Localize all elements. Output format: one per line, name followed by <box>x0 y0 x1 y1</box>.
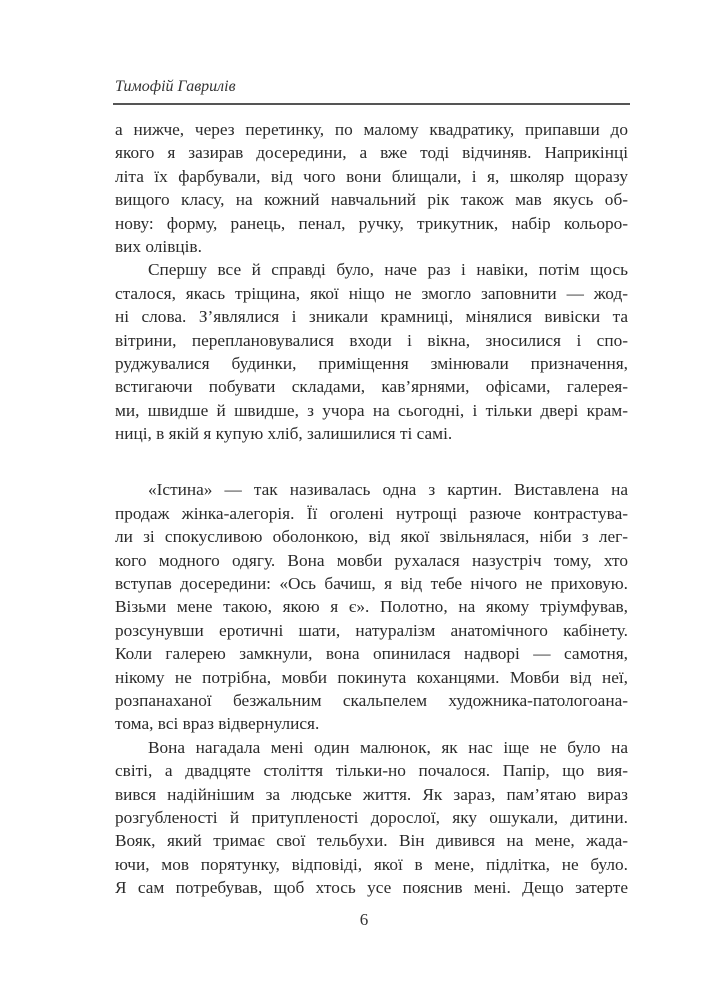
text-line: літа їх фарбували, від чого вони блищали, і я, школяр щоразу <box>115 166 628 186</box>
text-line: продаж жінка-алегорія. Її оголені нутрощі разюче контрастува- <box>115 503 628 523</box>
text-line: вітрини, переплановувалися входи і вікна, зносилися і спо- <box>115 330 628 350</box>
text-line: «Істина» — так називалась одна з картин. Виставлена на <box>148 480 628 500</box>
text-line: вився надійнішим за людське життя. Як зараз, пам’ятаю вираз <box>115 784 628 804</box>
paragraph <box>115 258 628 445</box>
text-line: вищого класу, на кожний навчальний рік також мав якусь об- <box>115 190 628 210</box>
text-line: розсунувши еротичні шати, натуралізм анатомічного кабінету. <box>115 620 628 640</box>
header-rule <box>113 103 630 105</box>
section-break <box>115 445 628 478</box>
text-line: Вона нагадала мені один малюнок, як нас іще не було на <box>148 737 628 757</box>
text-line: тома, всі враз відвернулися. <box>115 714 320 734</box>
running-header-author: Тимофій Гаврилів <box>115 78 236 95</box>
text-line: Спершу все й справді було, наче раз і навіки, потім щось <box>148 260 628 280</box>
text-line: ми, швидше й швидше, з учора на сьогодні, і тільки двері крам- <box>115 400 628 420</box>
text-line: розгубленості й притупленості дорослої, яку ошукали, дитини. <box>115 807 628 827</box>
text-line: світі, а двадцяте століття тільки-но почалося. Папір, що вия- <box>115 761 628 781</box>
paragraph <box>115 478 628 735</box>
page-number: 6 <box>359 910 369 929</box>
paragraph <box>115 118 628 258</box>
text-line: встигаючи побувати складами, кав’ярнями, офісами, галерея- <box>115 377 628 397</box>
text-line: Я сам потребував, щоб хтось усе пояснив мені. Дещо затерте <box>115 878 628 898</box>
text-line: а нижче, через перетинку, по малому квадратику, припавши до <box>115 120 628 139</box>
text-line: ючи, мов порятунку, відповіді, якої в мене, підлітка, не було. <box>115 854 628 874</box>
text-line: руджувалися будинки, приміщення змінювали призначення, <box>115 353 628 373</box>
text-line: ли зі спокусливою оболонкою, від якої звільнялася, ніби з лег- <box>115 527 628 547</box>
text-line: якого я зазирав досередини, а вже тоді відчиняв. Наприкінці <box>115 143 628 163</box>
paragraph <box>115 736 628 900</box>
text-line: ниці, в якій я купую хліб, залишилися ті самі. <box>115 424 453 444</box>
text-line: Коли галерею замкнули, вона опинилася надворі — самотня, <box>115 644 628 664</box>
text-line: вступав досередини: «Ось бачиш, я від тебе нічого не приховую. <box>115 574 628 594</box>
text-line: розпанаханої безжальним скальпелем художника-патологоана- <box>115 690 628 710</box>
text-line: нікому не потрібна, мовби покинута коханцями. Мовби від неї, <box>115 667 628 687</box>
text-line: нову: форму, ранець, пенал, ручку, трикутник, набір кольоро- <box>115 213 628 233</box>
text-line: Вояк, який тримає свої тельбухи. Він дивився на мене, жада- <box>115 831 628 851</box>
text-line: Візьми мене такою, якою я є». Полотно, на якому тріумфував, <box>115 597 628 617</box>
text-line: сталося, якась тріщина, якої ніщо не змогло заповнити — жод- <box>115 283 628 303</box>
text-line: кого модного одягу. Вона мовби рухалася назустріч тому, хто <box>115 550 628 570</box>
page-body-text <box>115 118 628 900</box>
text-line: вих олівців. <box>115 236 202 256</box>
text-line: ні слова. З’являлися і зникали крамниці, мінялися вивіски та <box>115 307 628 327</box>
